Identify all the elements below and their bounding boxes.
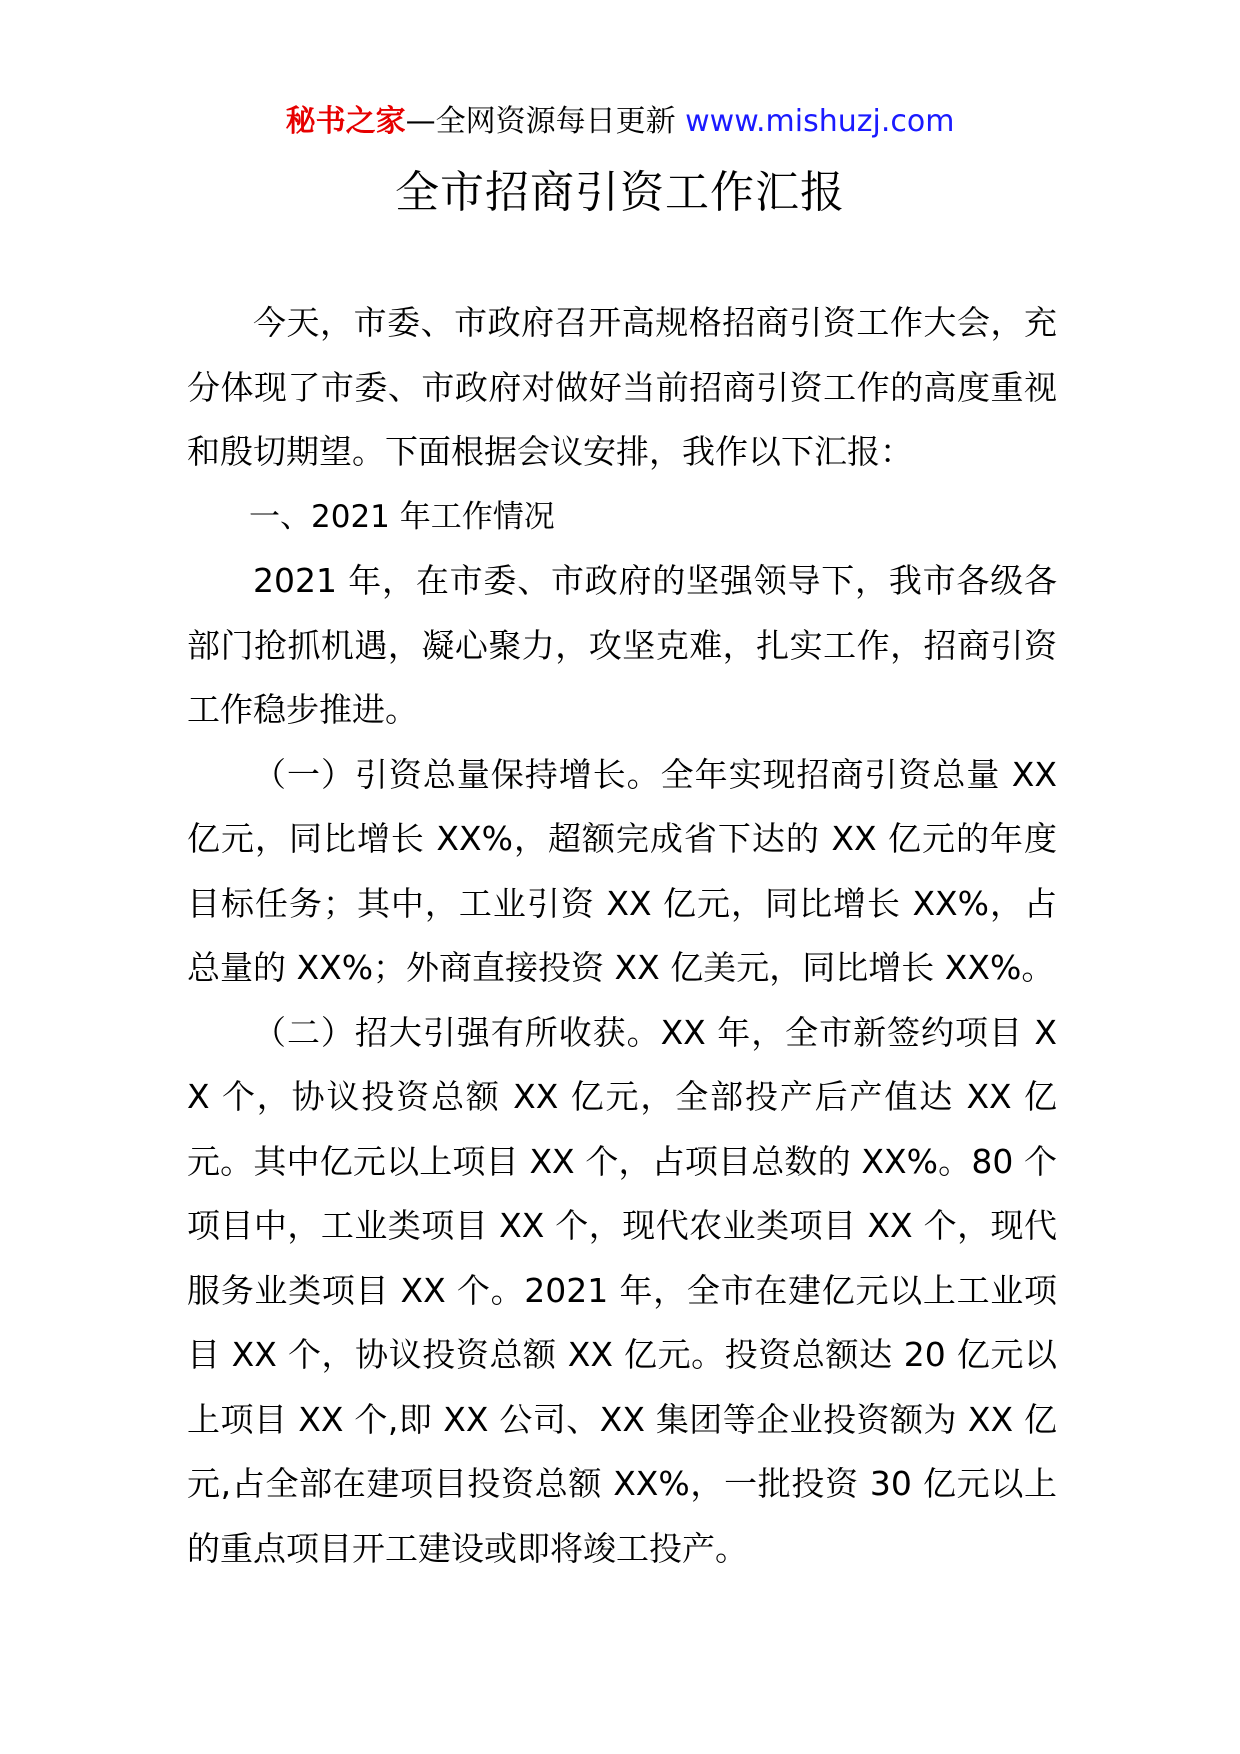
paragraph-item-2: （二）招大引强有所收获。XX 年，全市新签约项目 XX 个，协议投资总额 XX 亿元，全部投产后产值达 XX 亿元。其中亿元以上项目 XX 个，占项目总数的 XX%。80 个项目中，工业类项目 XX 个，现代农业类项目 XX 个，现代服务业类项目 XX 个。2021 年，全市在建亿元以上工业项目 XX 个，协议投资总额 XX 亿元。投资总额达 20 亿元以上项目 XX 个,即 XX 公司、XX 集团等企业投资额为 XX 亿元,占全部在建项目投资总额 XX%，一批投资 30 亿元以上的重点项目开工建设或即将竣工投产。 — [187, 1012, 1057, 1568]
site-header — [0, 102, 1240, 142]
paragraph-overview: 2021 年，在市委、市政府的坚强领导下，我市各级各部门抢抓机遇，凝心聚力，攻坚克难，扎实工作，招商引资工作稳步推进。 — [187, 561, 1057, 729]
site-brand: 秘书之家 — [285, 104, 406, 139]
section-heading: 一、2021 年工作情况 — [249, 498, 555, 535]
site-slogan: —全网资源每日更新 — [405, 104, 676, 139]
paragraph-item-1: （一）引资总量保持增长。全年实现招商引资总量 XX 亿元，同比增长 XX%，超额完成省下达的 XX 亿元的年度目标任务；其中，工业引资 XX 亿元，同比增长 XX%，占总量的 XX%；外商直接投资 XX 亿美元，同比增长 XX%。 — [187, 754, 1057, 987]
document-title: 全市招商引资工作汇报 — [395, 167, 845, 218]
paragraph-intro: 今天，市委、市政府召开高规格招商引资工作大会，充分体现了市委、市政府对做好当前招商引资工作的高度重视和殷切期望。下面根据会议安排，我作以下汇报： — [187, 303, 1057, 471]
site-url-link[interactable]: www.mishuzj.com — [685, 104, 955, 139]
document-body — [187, 291, 1057, 1581]
